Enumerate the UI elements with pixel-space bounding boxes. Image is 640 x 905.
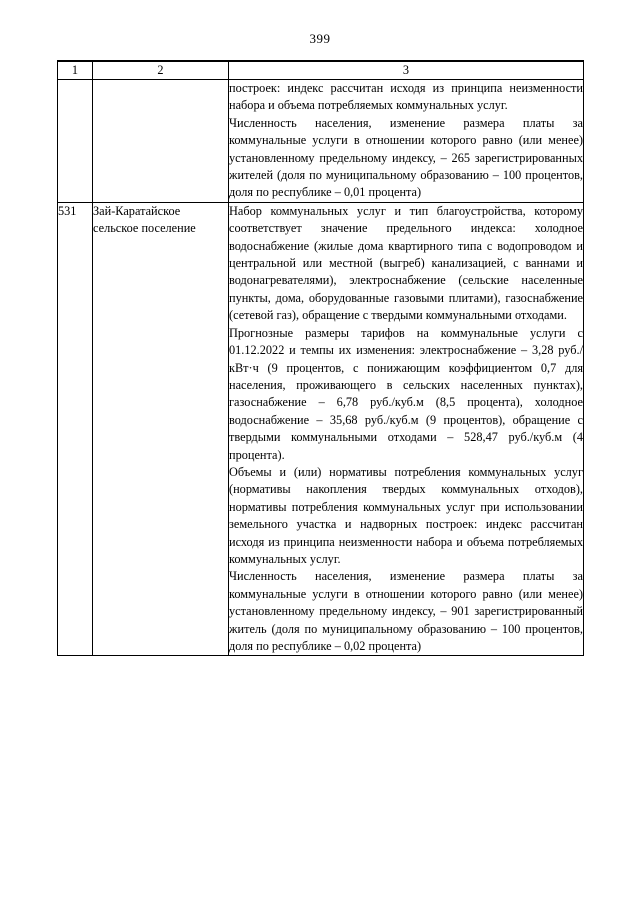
- description-cell: [229, 80, 584, 203]
- table-header-row: [58, 61, 584, 80]
- paragraph: Численность населения, изменение размера платы за коммунальные услуги в отношении которого равно (или менее) установленному предельному индексу, – 901 зарегистрированный житель (доля по муниципальному образованию – 100 процентов, доля по республике – 0,02 процента): [229, 569, 583, 653]
- table-row-531: [58, 202, 584, 656]
- settlement-name-cell: Зай-Каратайское сельское поселение: [93, 202, 229, 656]
- row-number-cell: [58, 80, 93, 203]
- paragraph: Численность населения, изменение размера платы за коммунальные услуги в отношении которого равно (или менее) установленному предельному индексу, – 265 зарегистрированных жителей (доля по муниципальному образованию – 100 процентов, доля по республике – 0,01 процента): [229, 115, 583, 200]
- table-header-col2: 2: [93, 61, 229, 80]
- paragraph: Прогнозные размеры тарифов на коммунальные услуги с 01.12.2022 и темпы их изменения: электроснабжение – 3,28 руб./кВт·ч (9 процентов, с понижающим коэффициентом 0,7 для населения, проживающего в сельских населенных пунктах), газоснабжение – 6,78 руб./куб.м (8,5 процента), холодное водоснабжение – 35,68 руб./куб.м (9 процентов), обращение с твердыми коммунальными отходами – 528,47 руб./куб.м (4 процента).: [229, 325, 583, 462]
- paragraph: Набор коммунальных услуг и тип благоустройства, которому соответствует значение предельного индекса: холодное водоснабжение (жилые дома квартирного типа с водопроводом и центральной или местной (выгреб) канализацией, с ваннами и водонагревателями), электроснабжение (сельские населенные пункты, дома, оборудованные газовыми плитами), газоснабжение (сетевой газ), обращение с твердыми коммунальными отходами.: [229, 203, 583, 323]
- row-number-cell: 531: [58, 202, 93, 656]
- table-header-col1: 1: [58, 61, 93, 80]
- page-number: 399: [309, 31, 331, 46]
- settlement-name-cell: [93, 80, 229, 203]
- paragraph: Объемы и (или) нормативы потребления коммунальных услуг (нормативы накопления твердых коммунальных отходов), нормативы потребления коммунальных услуг при использовании земельного участка и надворных построек: индекс рассчитан исходя из принципа неизменности набора и объема потребляемых коммунальных услуг.: [229, 464, 583, 566]
- table-header-col3: 3: [229, 61, 584, 80]
- regulation-table: [57, 60, 584, 656]
- paragraph: построек: индекс рассчитан исходя из принципа неизменности набора и объема потребляемых коммунальных услуг.: [229, 81, 583, 113]
- table-row-continuation: [58, 80, 584, 203]
- description-cell: [229, 202, 584, 656]
